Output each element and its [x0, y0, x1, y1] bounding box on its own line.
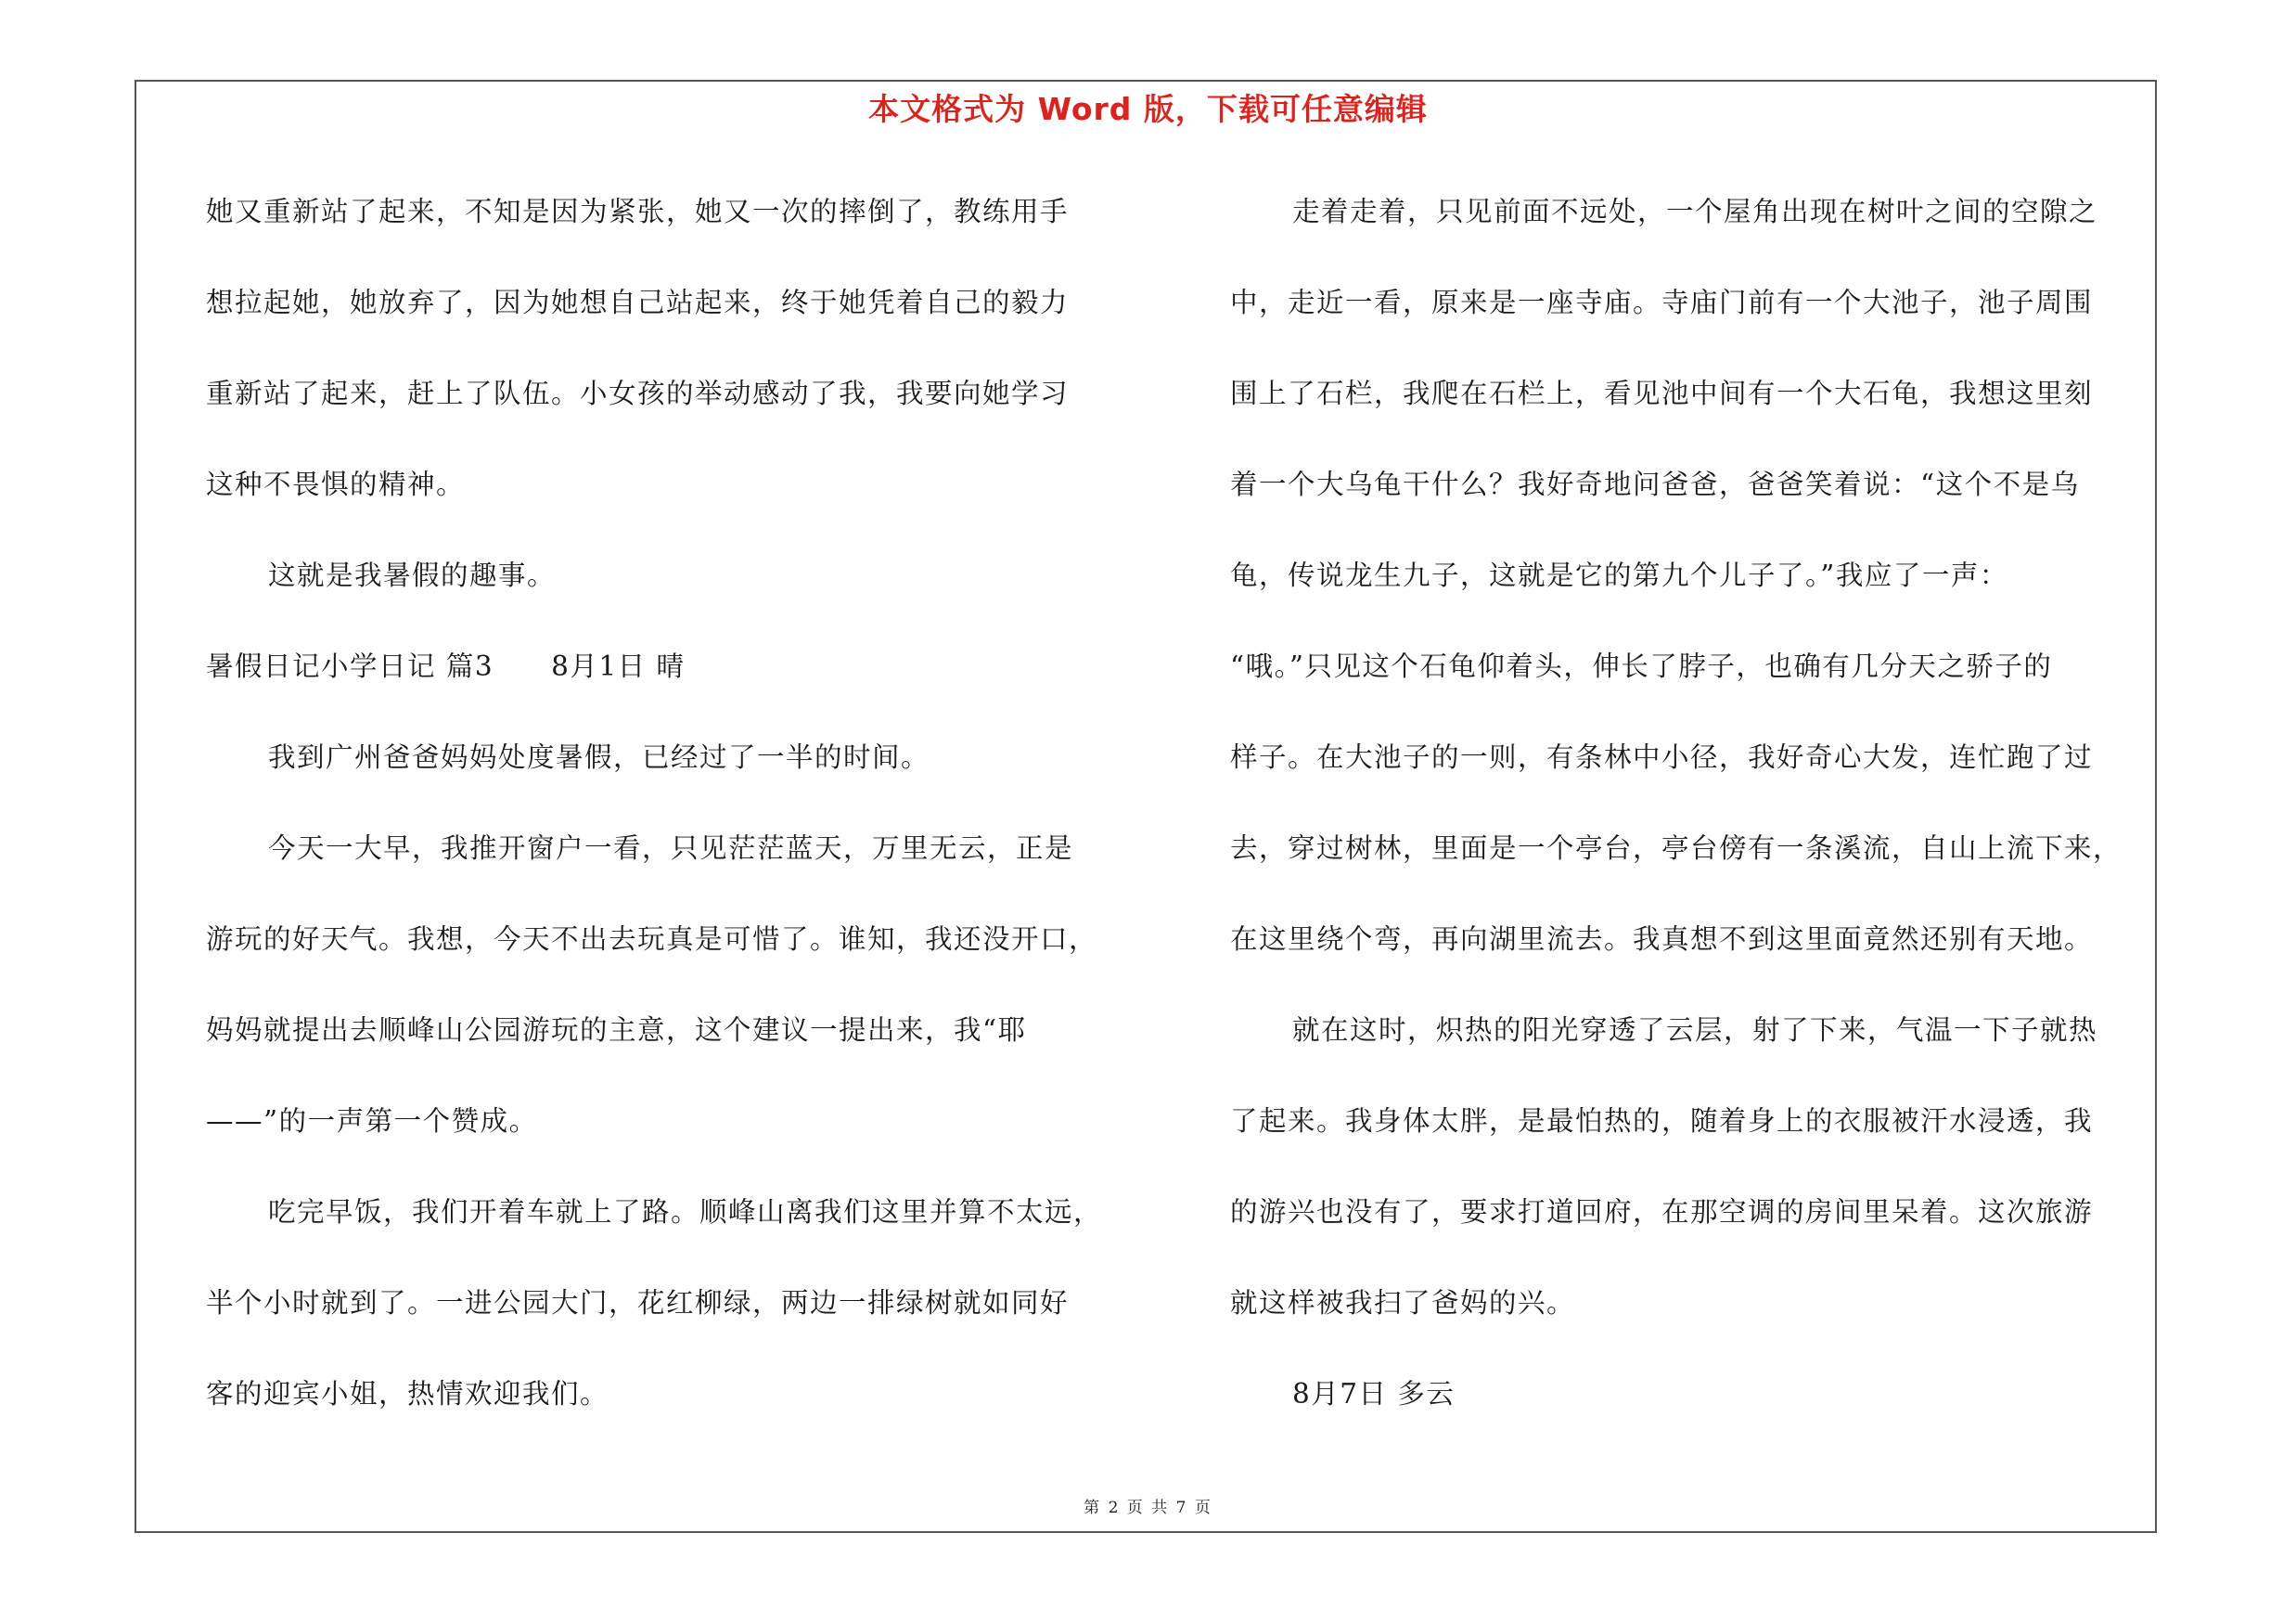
right-column [1230, 186, 2148, 1459]
paragraph-start: 我到广州爸爸妈妈处度暑假，已经过了一半的时间。 [268, 741, 930, 773]
text-line: 这种不畏惧的精神。 [206, 469, 466, 500]
text-line: 客的迎宾小姐，热情欢迎我们。 [206, 1378, 609, 1410]
text-line: 样子。在大池子的一则，有条林中小径，我好奇心大发，连忙跑了过 [1230, 741, 2094, 773]
text-line: 半个小时就到了。一进公园大门，花红柳绿，两边一排绿树就如同好 [206, 1287, 1070, 1319]
text-line: ——”的一声第一个赞成。 [206, 1105, 538, 1137]
text-line: 了起来。我身体太胖，是最怕热的，随着身上的衣服被汗水浸透，我 [1230, 1105, 2094, 1137]
paragraph-start: 这就是我暑假的趣事。 [268, 560, 557, 591]
paragraph-start: 走着走着，只见前面不远处，一个屋角出现在树叶之间的空隙之 [1292, 196, 2098, 227]
text-line: 的游兴也没有了，要求打道回府，在那空调的房间里呆着。这次旅游 [1230, 1196, 2094, 1228]
text-line: 中，走近一看，原来是一座寺庙。寺庙门前有一个大池子，池子周围 [1230, 287, 2094, 318]
text-line: 去，穿过树林，里面是一个亭台，亭台傍有一条溪流，自山上流下来， [1230, 832, 2123, 864]
section-heading: 暑假日记小学日记 篇3 8月1日 晴 [206, 650, 686, 682]
text-line: 妈妈就提出去顺峰山公园游玩的主意，这个建议一提出来，我“耶 [206, 1014, 1027, 1046]
page-number: 第 2 页 共 7 页 [1084, 1499, 1212, 1517]
date-heading: 8月7日 多云 [1292, 1378, 1456, 1410]
text-line: 着一个大乌龟干什么？我好奇地问爸爸，爸爸笑着说：“这个不是乌 [1230, 469, 2080, 500]
text-line: 龟，传说龙生九子，这就是它的第九个儿子了。”我应了一声： [1230, 560, 2008, 591]
text-line: 游玩的好天气。我想，今天不出去玩真是可惜了。谁知，我还没开口， [206, 923, 1098, 955]
text-line: 她又重新站了起来，不知是因为紧张，她又一次的摔倒了，教练用手 [206, 196, 1070, 227]
text-line: 围上了石栏，我爬在石栏上，看见池中间有一个大石龟，我想这里刻 [1230, 378, 2094, 409]
text-line: “哦。”只见这个石龟仰着头，伸长了脖子，也确有几分天之骄子的 [1230, 650, 2053, 682]
left-column [206, 186, 1124, 1459]
paragraph-start: 吃完早饭，我们开着车就上了路。顺峰山离我们这里并算不太远， [268, 1196, 1103, 1228]
text-line: 就这样被我扫了爸妈的兴。 [1230, 1287, 1576, 1319]
text-line: 重新站了起来，赶上了队伍。小女孩的举动感动了我，我要向她学习 [206, 378, 1070, 409]
document-header: 本文格式为 Word 版，下载可任意编辑 [868, 91, 1428, 127]
paragraph-start: 今天一大早，我推开窗户一看，只见茫茫蓝天，万里无云，正是 [268, 832, 1074, 864]
paragraph-start: 就在这时，炽热的阳光穿透了云层，射了下来，气温一下子就热 [1292, 1014, 2098, 1046]
text-line: 想拉起她，她放弃了，因为她想自己站起来，终于她凭着自己的毅力 [206, 287, 1070, 318]
text-line: 在这里绕个弯，再向湖里流去。我真想不到这里面竟然还别有天地。 [1230, 923, 2094, 955]
